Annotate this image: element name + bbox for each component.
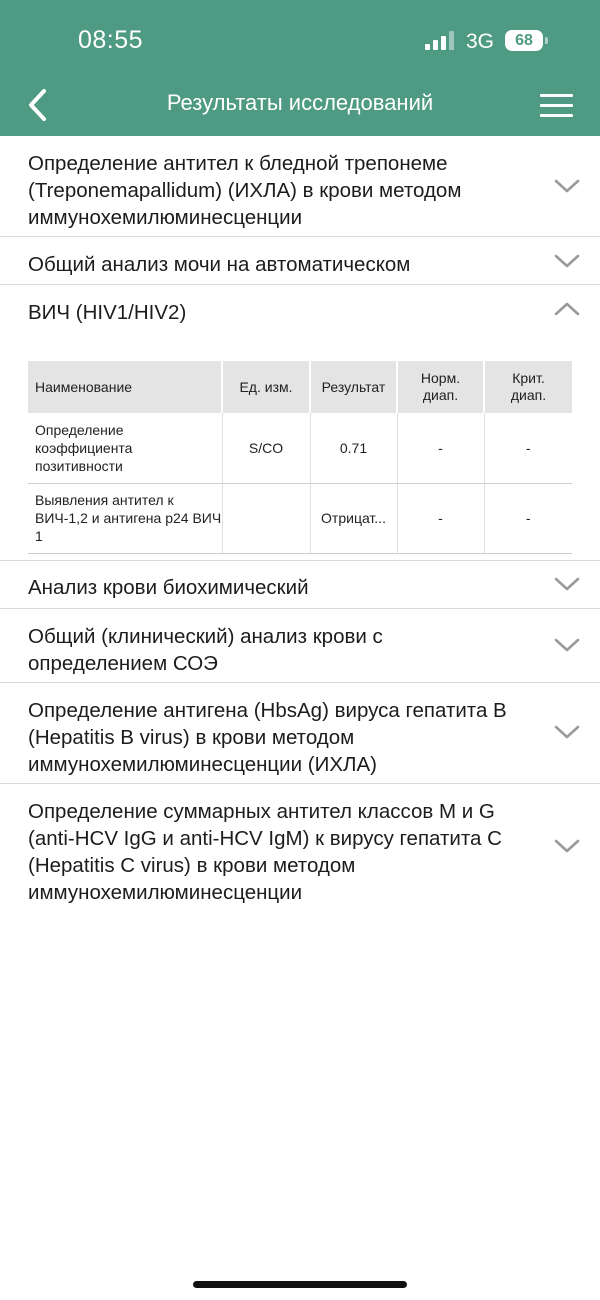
chevron-down-icon[interactable] <box>552 251 582 271</box>
home-indicator[interactable] <box>193 1281 407 1288</box>
table-cell-name: Выявления антител к ВИЧ-1,2 и антигена p24 ВИЧ 1 <box>28 483 222 553</box>
result-item-title: Общий (клинический) анализ крови с определением СОЭ <box>28 625 383 675</box>
result-item-title: Определение антигена (HbsAg) вируса гепатита B (Hepatitis B virus) в крови методом иммунохемилюминесценции (ИХЛА) <box>28 699 507 776</box>
result-item-urine[interactable] <box>0 237 600 285</box>
column-header: Ед. изм. <box>222 361 310 413</box>
table-cell-norm: - <box>397 413 484 483</box>
table-cell-unit <box>222 483 310 553</box>
table-row <box>28 413 572 483</box>
result-item-title: Определение суммарных антител классов M и G (anti-HCV IgG и anti-HCV IgM) к вирусу гепатита С (Hepatitis C virus) в крови методом иммунохемилюминесценции <box>28 800 502 904</box>
hiv-results-table <box>28 361 572 554</box>
column-header: Крит. диап. <box>484 361 572 413</box>
status-time: 08:55 <box>78 26 144 54</box>
signal-icon <box>425 31 455 50</box>
table-cell-result: Отрицат... <box>310 483 397 553</box>
table-cell-result: 0.71 <box>310 413 397 483</box>
hamburger-menu-icon <box>540 94 573 97</box>
table-cell-unit: S/CO <box>222 413 310 483</box>
result-item-title: Анализ крови биохимический <box>28 576 309 599</box>
table-cell-name: Определение коэффициента позитивности <box>28 413 222 483</box>
menu-button[interactable] <box>540 92 573 118</box>
result-item-title: Определение антител к бледной трепонеме (Treponemapallidum) (ИХЛА) в крови методом иммунохемилюминесценции <box>28 152 462 229</box>
result-item-treponema[interactable] <box>0 136 600 237</box>
chevron-down-icon[interactable] <box>552 635 582 655</box>
result-item-title: Общий анализ мочи на автоматическом <box>28 253 411 276</box>
battery-tip <box>545 37 548 44</box>
chevron-down-icon[interactable] <box>552 722 582 742</box>
result-item-biochem[interactable] <box>0 561 600 609</box>
column-header: Наименование <box>28 361 222 413</box>
result-item-hcv[interactable] <box>0 784 600 916</box>
result-item-title: ВИЧ (HIV1/HIV2) <box>28 301 187 324</box>
result-item-cbc[interactable] <box>0 609 600 683</box>
table-row <box>28 483 572 553</box>
app-header <box>0 0 600 136</box>
chevron-down-icon[interactable] <box>552 836 582 856</box>
table-cell-norm: - <box>397 483 484 553</box>
page-title: Результаты исследований <box>166 90 434 115</box>
results-list <box>0 136 600 916</box>
chevron-down-icon[interactable] <box>552 574 582 594</box>
result-item-hbsag[interactable] <box>0 683 600 784</box>
chevron-down-icon[interactable] <box>552 176 582 196</box>
table-cell-crit: - <box>484 483 572 553</box>
table-header-row <box>28 361 572 413</box>
battery-icon: 68 <box>505 30 543 51</box>
network-type: 3G <box>466 30 495 53</box>
column-header: Норм. диап. <box>397 361 484 413</box>
column-header: Результат <box>310 361 397 413</box>
result-item-hiv[interactable] <box>0 285 600 561</box>
chevron-up-icon[interactable] <box>552 299 582 319</box>
table-cell-crit: - <box>484 413 572 483</box>
